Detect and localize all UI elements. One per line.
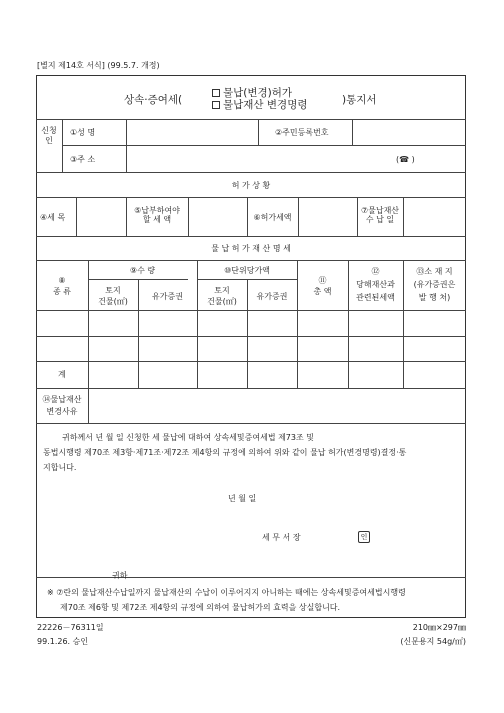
- paper-spec: (신문용지 54g/㎡): [400, 637, 466, 646]
- divider: [36, 260, 466, 261]
- tax-item-label: ④세 목: [40, 213, 66, 222]
- tax-office-chief: 세 무 서 장: [262, 533, 301, 542]
- address-field[interactable]: [127, 146, 387, 171]
- quantity-land-building-header: 토지 건물(㎡): [98, 286, 128, 307]
- unit-value-header: ⑩단위당가액: [224, 266, 270, 275]
- form-number-note: [별지 제14호 서식] (99.5.7. 개정): [37, 61, 160, 70]
- tax-item-field[interactable]: [77, 198, 125, 235]
- payment-date-label: ⑦물납재산 수 납 일: [360, 206, 400, 225]
- applicant-section-label: 신청인: [41, 126, 57, 146]
- divider: [36, 577, 466, 578]
- approval-date: 99.1.26. 승인: [37, 637, 89, 646]
- title-prefix: 상속·증여세(: [124, 94, 183, 106]
- form-code: 22226－76311일: [37, 623, 104, 632]
- address-label: ③주 소: [70, 155, 96, 164]
- paper-size: 210㎜×297㎜: [412, 623, 466, 632]
- type-header: ⑧ 종 류: [53, 276, 71, 297]
- seal-mark: 인: [358, 531, 370, 543]
- ssn-label: ②주민등록번호: [275, 128, 329, 137]
- footnote-line-2: 제70조 제6항 및 제72조 제4항의 규정에 의하여 물납허가의 효력을 상실합니다.: [60, 603, 341, 612]
- notice-line-2: 동법시행령 제70조 제3항·제71조·제72조 제4항의 규정에 의하여 위와 같이 물납 허가(변경명령)결정·통: [43, 448, 407, 457]
- permitted-amount-field[interactable]: [299, 198, 356, 235]
- title-option-permit[interactable]: 물납(변경)허가: [212, 87, 292, 99]
- divider: [62, 119, 63, 172]
- name-field[interactable]: [127, 120, 257, 144]
- table-row[interactable]: [37, 311, 465, 335]
- notice-line-3: 지합니다.: [43, 463, 77, 472]
- divider: [36, 172, 466, 173]
- divider: [258, 119, 259, 145]
- related-tax-header: ⑫ 당해재산과 관련된세액: [356, 267, 395, 302]
- unit-value-land-building-header: 토지 건물(㎡): [207, 286, 237, 307]
- title-option-change-order[interactable]: 물납재산 변경명령: [212, 99, 307, 111]
- change-reason-field[interactable]: [89, 389, 465, 422]
- change-reason-label: ⑭물납재산 변경사유: [42, 395, 82, 416]
- name-label: ①성 명: [70, 128, 96, 137]
- quantity-securities-header: 유가증권: [152, 292, 183, 301]
- divider: [36, 236, 466, 237]
- property-list-heading: 물 납 허 가 재 산 명 세: [211, 244, 291, 253]
- total-amount-header: ⑪ 총 액: [313, 276, 332, 297]
- unit-value-securities-header: 유가증권: [256, 292, 288, 301]
- checkbox[interactable]: [212, 89, 220, 97]
- permitted-amount-label: ⑥허가세액: [253, 213, 292, 222]
- quantity-header: ⑨수 량: [129, 266, 156, 275]
- phone-label: (☎ ): [396, 155, 415, 164]
- notice-line-1: 귀하께서 년 월 일 신청한 세 물납에 대하여 상속세및증여세법 제73조 및: [62, 433, 314, 442]
- title-suffix: )통지서: [342, 94, 377, 106]
- sum-row-label: 계: [58, 370, 66, 379]
- footnote-line-1: ※ ⑦란의 물납재산수납일까지 물납재산의 수납이 이루어지지 아니하는 때에는 상속세및증여세법시행령: [47, 588, 406, 597]
- divider: [36, 423, 466, 424]
- payment-date-field[interactable]: [404, 198, 465, 235]
- tax-due-label: ⑤납부하여야 할 세 액: [134, 206, 180, 225]
- tax-due-field[interactable]: [189, 198, 246, 235]
- recipient-suffix: 귀하: [112, 571, 128, 580]
- checkbox[interactable]: [212, 101, 220, 109]
- location-header: ⑬소 재 지 (유가증권은 발 행 처): [413, 267, 456, 302]
- permit-status-heading: 허 가 상 황: [231, 181, 271, 190]
- ssn-field[interactable]: [353, 120, 465, 144]
- table-row[interactable]: [37, 337, 465, 360]
- notice-date: 년 월 일: [228, 494, 257, 503]
- divider: [36, 361, 466, 362]
